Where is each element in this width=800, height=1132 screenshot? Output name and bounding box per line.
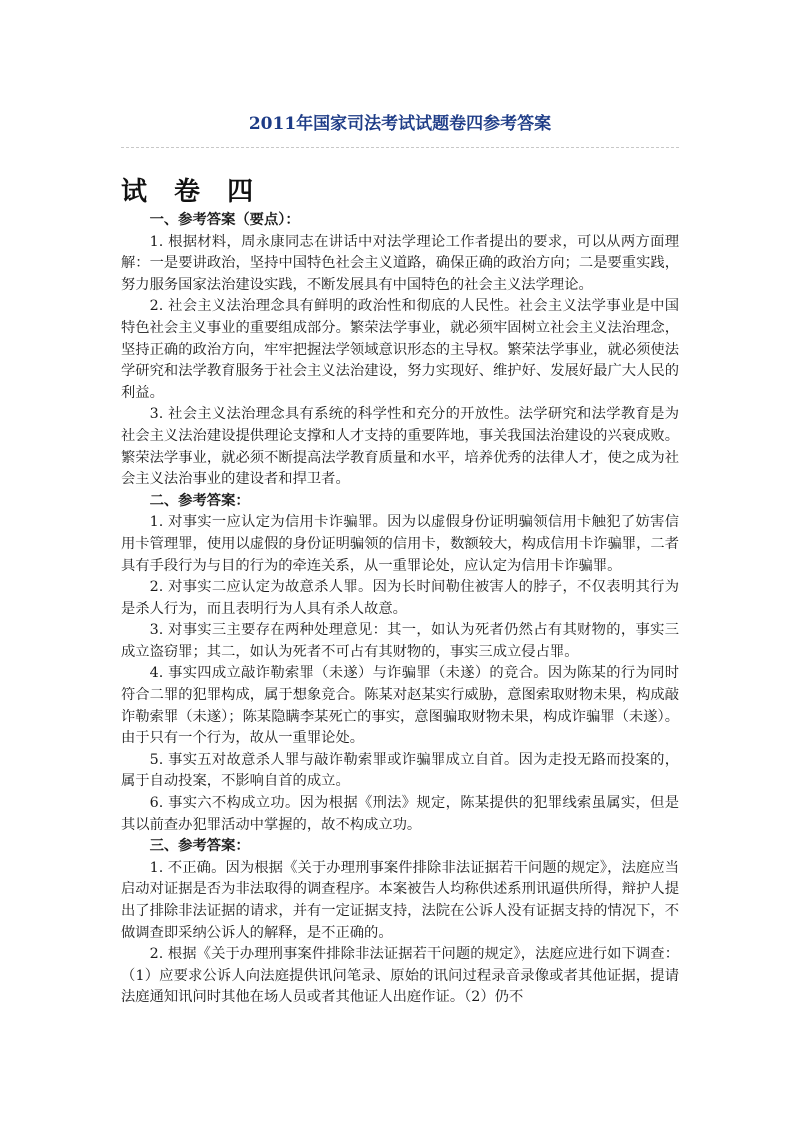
answer-paragraph: 2. 根据《关于办理刑事案件排除非法证据若干问题的规定》，法庭应进行如下调查：（1）应要求公诉人向法庭提供讯问笔录、原始的讯问过程录音录像或者其他证据，提请法庭通知讯问时其他在场人员或者其他证人出庭作证。（2）仍不 xyxy=(121,946,679,1006)
title-divider xyxy=(121,147,679,148)
answer-paragraph: 2. 社会主义法治理念具有鲜明的政治性和彻底的人民性。社会主义法学事业是中国特色社会主义事业的重要组成部分。繁荣法学事业，就必须牢固树立社会主义法治理念，坚持正确的政治方向，牢牢把握法学领域意识形态的主导权。繁荣法学事业，就必须使法学研究和法学教育服务于社会主义法治建设，努力实现好、维护好、发展好最广大人民的利益。 xyxy=(121,298,679,401)
answer-heading: 二、参考答案： xyxy=(149,492,250,509)
section-title: 试 卷 四 xyxy=(121,177,263,207)
answer-paragraph: 3. 对事实三主要存在两种处理意见：其一，如认为死者仍然占有其财物的，事实三成立盗窃罪；其二，如认为死者不可占有其财物的，事实三成立侵占罪。 xyxy=(121,622,679,660)
answer-paragraph: 3. 社会主义法治理念具有系统的科学性和充分的开放性。法学研究和法学教育是为社会主义法治建设提供理论支撑和人才支持的重要阵地，事关我国法治建设的兴衰成败。繁荣法学事业，就必须不断提高法学教育质量和水平，培养优秀的法律人才，使之成为社会主义法治事业的建设者和捍卫者。 xyxy=(121,406,679,488)
answer-paragraph: 1. 根据材料，周永康同志在讲话中对法学理论工作者提出的要求，可以从两方面理解：一是要讲政治，坚持中国特色社会主义道路，确保正确的政治方向；二是要重实践，努力服务国家法治建设实践，不断发展具有中国特色的社会主义法学理论。 xyxy=(121,233,679,293)
document-title: 2011年国家司法考试试题卷四参考答案 xyxy=(248,114,552,134)
answer-paragraph: 4. 事实四成立敲诈勒索罪（未遂）与诈骗罪（未遂）的竞合。因为陈某的行为同时符合二罪的犯罪构成，属于想象竞合。陈某对赵某实行威胁，意图索取财物未果，构成敲诈勒索罪（未遂）；陈某隐瞒李某死亡的事实，意图骗取财物未果，构成诈骗罪（未遂）。由于只有一个行为，故从一重罪论处。 xyxy=(121,665,679,747)
answer-paragraph: 1. 对事实一应认定为信用卡诈骗罪。因为以虚假身份证明骗领信用卡触犯了妨害信用卡管理罪，使用以虚假的身份证明骗领的信用卡，数额较大，构成信用卡诈骗罪，二者具有手段行为与目的行为的牵连关系，从一重罪论处，应认定为信用卡诈骗罪。 xyxy=(121,514,679,574)
answer-heading: 一、参考答案（要点）： xyxy=(149,212,300,228)
answer-paragraph: 5. 事实五对故意杀人罪与敲诈勒索罪或诈骗罪成立自首。因为走投无路而投案的，属于自动投案，不影响自首的成立。 xyxy=(121,751,679,790)
answer-paragraph: 1. 不正确。因为根据《关于办理刑事案件排除非法证据若干问题的规定》，法庭应当启动对证据是否为非法取得的调查程序。本案被告人均称供述系刑讯逼供所得，辩护人提出了排除非法证据的请求，并有一定证据支持，法院在公诉人没有证据支持的情况下，不做调查即采纳公诉人的解释，是不正确的。 xyxy=(121,859,679,941)
answer-heading: 三、参考答案： xyxy=(149,838,250,855)
answer-paragraph: 2. 对事实二应认定为故意杀人罪。因为长时间勒住被害人的脖子，不仅表明其行为是杀人行为，而且表明行为人具有杀人故意。 xyxy=(121,579,679,617)
document-body xyxy=(121,210,679,1009)
answer-paragraph: 6. 事实六不构成立功。因为根据《刑法》规定，陈某提供的犯罪线索虽属实，但是其以前查办犯罪活动中掌握的，故不构成立功。 xyxy=(121,795,679,833)
